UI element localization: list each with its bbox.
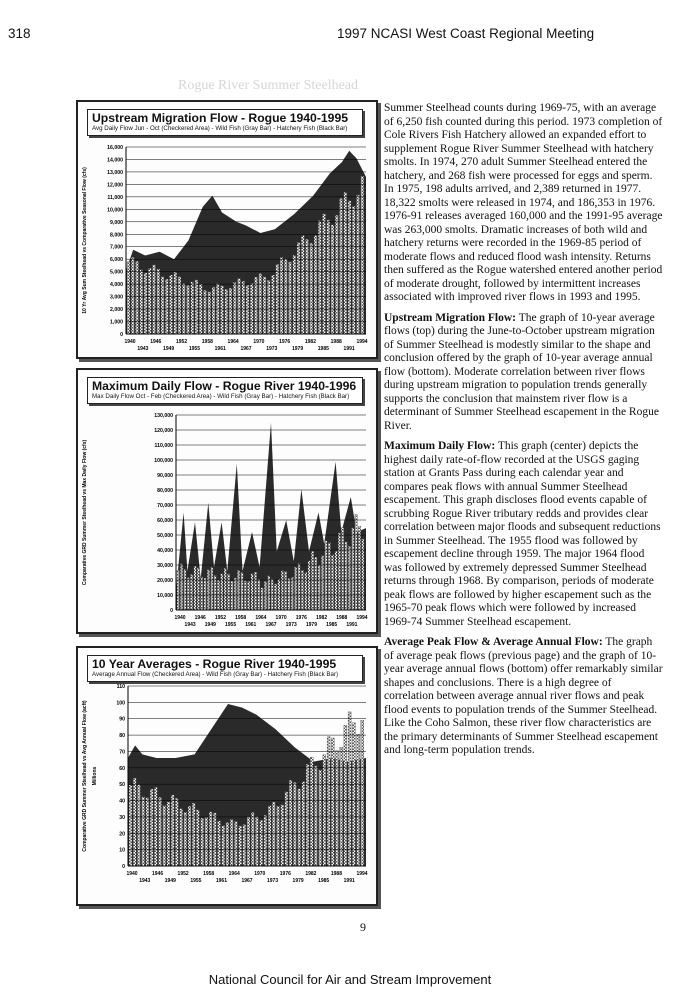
- chart-max-daily-flow: [78, 370, 376, 632]
- fish-bar: [214, 575, 216, 610]
- fish-bar: [161, 277, 164, 334]
- y-tick-label: 90: [119, 716, 125, 723]
- x-tick-label: 1994: [356, 339, 368, 345]
- x-tick-label: 1988: [330, 871, 343, 877]
- fish-bar: [226, 823, 229, 867]
- fish-bar: [344, 725, 347, 866]
- fish-bar: [209, 812, 212, 866]
- fish-bar: [180, 564, 182, 610]
- y-tick-label: 60,000: [157, 518, 173, 524]
- fish-bar: [197, 568, 199, 610]
- fish-bar: [171, 795, 174, 866]
- fish-bar: [255, 277, 258, 334]
- y-tick-label: 4,000: [110, 282, 123, 289]
- x-tick-label: 1994: [356, 615, 368, 621]
- fish-bar: [216, 284, 219, 334]
- x-tick-label: 1967: [241, 878, 253, 884]
- fish-bar: [325, 541, 327, 610]
- fish-bar: [222, 826, 225, 866]
- y-tick-label: 10: [119, 847, 125, 854]
- paragraph-text: The graph of average peak flows (previous page) and the graph of 10-year average annual flows (bottom) offer remarkably similar shapes and conclusions. There is a high degree of correlation between average annual river flows and peak flood events to population trends of the Summer Steelhead. Like the Coho Salmon, these river flow characteristics are the primary determinants of Summer Steelhead escapement and long-term population trends.: [384, 636, 663, 756]
- x-tick-label: 1973: [266, 346, 278, 352]
- fish-bar: [211, 567, 213, 610]
- fish-bar: [142, 797, 145, 866]
- fish-bar: [196, 810, 199, 866]
- fish-bar: [251, 574, 253, 610]
- x-tick-label: 1970: [275, 615, 287, 621]
- fish-bar: [194, 566, 196, 610]
- x-tick-label: 1949: [163, 346, 175, 352]
- x-tick-label: 1982: [304, 339, 317, 345]
- fish-bar: [342, 528, 344, 610]
- fish-bar: [234, 821, 237, 866]
- fish-bar: [258, 579, 260, 610]
- fish-bar: [352, 206, 355, 334]
- fish-bar: [234, 578, 236, 610]
- y-tick-label: 80,000: [157, 488, 173, 494]
- x-tick-label: 1940: [174, 615, 186, 621]
- fish-bar: [174, 272, 177, 334]
- fish-bar: [285, 792, 288, 866]
- fish-bar: [340, 747, 343, 866]
- fish-bar: [340, 198, 343, 334]
- x-tick-label: 1967: [265, 622, 277, 628]
- fish-bar: [344, 192, 347, 334]
- y-tick-label: 0: [122, 864, 125, 870]
- paragraph-heading: Average Peak Flow & Average Annual Flow:: [384, 636, 603, 648]
- x-tick-label: 1946: [194, 615, 206, 621]
- fish-bar: [321, 556, 323, 610]
- y-tick-label: 12,000: [107, 182, 123, 189]
- y-tick-label: 16,000: [107, 145, 123, 151]
- fish-bar: [204, 290, 207, 334]
- fish-bar: [159, 797, 162, 866]
- paragraph-text: This graph (center) depicts the highest daily rate-of-flow recorded at the USGS gaging station at Grants Pass during each calendar year and compares peak flows with annual Summer Steelhead escapement. This graph discloses flood events capable of scrubbing Rogue River tributary redds and provides clear correlation between major floods and subsequent reductions in Summer Steelhead. The 1955 flood was followed by escapement decline through 1959. The major 1964 flood was followed by extremely depressed Summer Steelhead returns through 1968. By comparison, periods of moderate peak flows are followed by higher escapement such as the 1965-70 peak flows which were followed by increased 1969-74 Summer Steelhead escapement.: [384, 440, 661, 628]
- fish-bar: [268, 576, 270, 610]
- fish-bar: [310, 243, 313, 334]
- fish-bar: [227, 574, 229, 610]
- fish-bar: [272, 802, 275, 866]
- fish-bar: [229, 288, 232, 334]
- y-tick-label: 60: [119, 765, 125, 772]
- paragraph: Summer Steelhead counts during 1969-75, with an average of 6,250 fish counted during this period. 1973 completion of Cole Rivers Fish Hatchery allowed an expanded effort to supplement Rogue River Summer Steelhead with hatchery smolts. In 1974, 270 adult Summer Steelhead entered the hatchery, and 268 fish were processed for eggs and sperm. In 1975, 198 adults arrived, and 2,389 returned in 1977. 18,322 smolts were released in 1974, and 186,353 in 1976. 1976-91 releases averaged 160,000 and the 1991-95 average was 263,000 smolts. Dramatic increases of both wild and hatchery returns were recorded in the 1969-85 period of moderate flows and reduced flood wash intensity. Returns then suffered as the Rogue watershed entered another period of moderate drought, followed by intermittent increases associated with improved river flows in 1993 and 1995.: [384, 102, 663, 303]
- y-tick-label: 3,000: [110, 294, 123, 301]
- fish-bar: [191, 282, 194, 334]
- chart-subtitle: Max Daily Flow Oct - Feb (Checkered Area) - Wild Fish (Gray Bar) - Hatchery Fish (Black Bar): [92, 393, 350, 400]
- x-tick-label: 1991: [346, 622, 358, 628]
- fish-bar: [335, 215, 338, 334]
- fish-bar: [305, 572, 307, 610]
- x-tick-label: 1967: [240, 346, 252, 352]
- y-tick-label: 20,000: [157, 578, 173, 584]
- y-tick-label: 110: [116, 684, 125, 690]
- y-tick-label: 13,000: [107, 169, 123, 176]
- x-tick-label: 1985: [317, 346, 329, 352]
- fish-bar: [243, 825, 246, 867]
- fish-bar: [358, 526, 360, 610]
- fish-bar: [288, 579, 290, 611]
- y-tick-label: 1,000: [110, 319, 123, 326]
- x-tick-label: 1949: [164, 878, 176, 884]
- x-tick-label: 1949: [204, 622, 216, 628]
- fish-bar: [231, 581, 233, 610]
- fish-bar: [263, 277, 266, 334]
- x-tick-label: 1955: [188, 346, 201, 352]
- fish-bar: [361, 176, 364, 334]
- x-tick-label: 1940: [124, 339, 136, 345]
- x-tick-label: 1982: [315, 615, 328, 621]
- paragraph: [384, 440, 664, 629]
- fish-bar: [348, 201, 351, 334]
- fish-bar: [361, 720, 364, 866]
- fish-bar: [264, 815, 267, 866]
- fish-bar: [331, 738, 334, 866]
- bleed-through-heading: Rogue River Summer Steelhead: [178, 78, 359, 93]
- fish-bar: [291, 577, 293, 610]
- fish-bar: [281, 805, 284, 866]
- fish-bar: [301, 236, 304, 335]
- fish-bar: [221, 286, 224, 334]
- fish-bar: [277, 806, 280, 866]
- fish-bar: [260, 820, 263, 866]
- fish-bar: [306, 764, 309, 866]
- fish-bar: [195, 280, 198, 334]
- running-header: 1997 NCASI West Coast Regional Meeting: [337, 26, 595, 41]
- x-tick-label: 1985: [326, 622, 338, 628]
- fish-bar: [242, 281, 245, 334]
- x-tick-label: 1961: [214, 346, 226, 352]
- x-tick-label: 1988: [336, 615, 348, 621]
- y-tick-label: 8,000: [110, 232, 123, 239]
- chart-panel-10-year-averages: [76, 646, 378, 906]
- page-number-bottom: 9: [360, 920, 366, 934]
- fish-bar: [345, 542, 347, 610]
- fish-bar: [308, 561, 310, 610]
- fish-bar: [254, 572, 256, 610]
- fish-bar: [357, 734, 360, 866]
- fish-bar: [335, 551, 337, 610]
- x-tick-label: 1943: [137, 346, 149, 352]
- paragraph-heading: Maximum Daily Flow:: [384, 440, 496, 452]
- fish-bar: [298, 564, 300, 611]
- fish-bar: [238, 279, 241, 335]
- fish-bar: [276, 264, 279, 334]
- x-tick-label: 1952: [177, 871, 189, 877]
- y-axis-label: Comparative GRD Summer Steelhead vs Max Daily Flow (cfs): [82, 439, 88, 586]
- x-tick-label: 1991: [343, 878, 355, 884]
- fish-bar: [251, 812, 254, 866]
- fish-bar: [127, 262, 130, 334]
- x-tick-label: 1970: [253, 339, 265, 345]
- fish-bar: [154, 787, 157, 866]
- x-tick-label: 1976: [279, 339, 291, 345]
- fish-bar: [268, 806, 271, 866]
- fish-bar: [137, 785, 140, 866]
- fish-bar: [201, 577, 203, 610]
- fish-bar: [188, 806, 191, 866]
- y-tick-label: 120,000: [154, 428, 173, 434]
- fish-bar: [246, 285, 249, 334]
- fish-bar: [224, 568, 226, 610]
- fish-bar: [348, 546, 350, 610]
- fish-bar: [184, 569, 186, 610]
- y-tick-label: 0: [120, 332, 123, 338]
- page-number: 318: [8, 26, 31, 41]
- fish-bar: [178, 277, 181, 334]
- fish-bar: [221, 574, 223, 610]
- y-axis-label: 10 Yr Avg Sum Steelhead vs Comparative Seasonal Flow (cfs): [82, 167, 88, 314]
- fish-bar: [180, 809, 183, 866]
- fish-bar: [280, 257, 283, 334]
- fish-bar: [247, 817, 250, 866]
- fish-bar: [331, 555, 333, 610]
- fish-bar: [318, 565, 320, 610]
- fish-bar: [259, 274, 262, 335]
- y-tick-label: 30,000: [157, 563, 173, 569]
- y-tick-label: 70,000: [157, 503, 173, 509]
- fish-bar: [261, 588, 263, 610]
- x-tick-label: 1946: [150, 339, 162, 345]
- x-tick-label: 1982: [305, 871, 317, 877]
- fish-bar: [213, 813, 216, 866]
- fish-bar: [225, 289, 228, 334]
- fish-bar: [218, 821, 221, 866]
- fish-bar: [204, 578, 206, 610]
- fish-bar: [289, 262, 292, 334]
- fish-bar: [129, 785, 132, 866]
- fish-bar: [146, 798, 149, 866]
- fish-bar: [362, 539, 364, 610]
- fish-bar: [133, 778, 136, 866]
- fish-bar: [248, 581, 250, 610]
- x-tick-label: 1970: [254, 871, 266, 877]
- chart-subtitle: Avg Daily Flow Jun - Oct (Checkered Area) - Wild Fish (Gray Bar) - Hatchery Fish (Black Bar): [92, 125, 348, 132]
- fish-bar: [208, 292, 211, 334]
- chart-subtitle: Average Annual Flow (Checkered Area) - Wild Fish (Gray Bar) - Hatchery Fish (Black Bar): [92, 671, 339, 678]
- fish-bar: [314, 236, 317, 335]
- fish-bar: [323, 755, 326, 866]
- fish-bar: [192, 803, 195, 866]
- paragraph-heading: Upstream Migration Flow:: [384, 311, 517, 324]
- fish-bar: [302, 782, 305, 866]
- fish-bar: [136, 261, 139, 334]
- fish-bar: [237, 570, 239, 610]
- fish-bar: [184, 812, 187, 866]
- fish-bar: [140, 270, 143, 334]
- y-tick-label: 9,000: [110, 219, 123, 226]
- y-tick-label: 70: [119, 749, 125, 756]
- x-tick-label: 1973: [266, 878, 279, 884]
- y-tick-label: 80: [119, 733, 125, 740]
- fish-bar: [207, 570, 209, 610]
- chart-panel-upstream-migration: [76, 100, 378, 359]
- x-tick-label: 1940: [126, 871, 138, 877]
- x-tick-label: 1991: [343, 346, 355, 352]
- chart-title: Maximum Daily Flow - Rogue River 1940-1996: [92, 379, 357, 393]
- x-tick-label: 1943: [184, 622, 196, 628]
- y-tick-label: 90,000: [157, 473, 173, 479]
- chart-title-box: [87, 655, 363, 682]
- fish-bar: [175, 798, 178, 866]
- fish-bar: [297, 243, 300, 335]
- y-tick-label: 30: [119, 814, 125, 821]
- fish-bar: [148, 268, 151, 334]
- fish-bar: [244, 581, 246, 610]
- y-tick-label: 40,000: [157, 548, 173, 554]
- x-tick-label: 1973: [285, 622, 297, 628]
- fish-bar: [327, 220, 330, 334]
- y-tick-label: 10,000: [107, 207, 123, 214]
- fish-bar: [271, 579, 273, 610]
- fish-bar: [165, 279, 168, 334]
- fish-bar: [255, 817, 258, 867]
- fish-bar: [177, 570, 179, 610]
- x-tick-label: 1976: [279, 871, 291, 877]
- fish-bar: [293, 782, 296, 866]
- fish-bar: [306, 239, 309, 334]
- fish-bar: [233, 282, 236, 334]
- x-tick-label: 1976: [295, 615, 307, 621]
- chart-title-box: [87, 377, 363, 404]
- fish-bar: [187, 285, 190, 334]
- y-tick-label: 130,000: [154, 413, 173, 419]
- x-tick-label: 1979: [291, 346, 304, 352]
- y-unit-label: Millions: [92, 766, 98, 786]
- x-tick-label: 1964: [228, 871, 240, 877]
- x-tick-label: 1961: [245, 622, 257, 628]
- x-tick-label: 1964: [227, 339, 239, 345]
- fish-bar: [355, 514, 357, 610]
- fish-bar: [264, 581, 266, 610]
- fish-bar: [201, 818, 204, 866]
- fish-bar: [311, 551, 313, 610]
- chart-panel-max-daily-flow: [76, 368, 378, 634]
- fish-bar: [187, 578, 189, 610]
- fish-bar: [301, 570, 303, 610]
- fish-bar: [284, 571, 286, 610]
- fish-bar: [182, 284, 185, 335]
- y-tick-label: 50,000: [157, 533, 173, 539]
- y-tick-label: 0: [170, 608, 173, 614]
- x-tick-label: 1955: [190, 878, 202, 884]
- y-tick-label: 50: [119, 782, 125, 789]
- fish-bar: [298, 789, 301, 866]
- y-tick-label: 100,000: [154, 458, 173, 464]
- x-tick-label: 1985: [318, 878, 330, 884]
- chart-upstream-migration: [78, 102, 376, 357]
- x-tick-label: 1958: [201, 339, 213, 345]
- fish-bar: [230, 819, 233, 866]
- chart-title: Upstream Migration Flow - Rogue 1940-1995: [92, 111, 348, 125]
- chart-title: 10 Year Averages - Rogue River 1940-1995: [92, 657, 337, 671]
- y-tick-label: 7,000: [110, 244, 123, 251]
- fish-bar: [267, 280, 270, 334]
- body-text: [384, 102, 664, 765]
- chart-title-box: [87, 109, 363, 136]
- y-tick-label: 11,000: [107, 194, 123, 201]
- fish-bar: [281, 571, 283, 610]
- fish-bar: [323, 214, 326, 334]
- fish-bar: [157, 269, 160, 334]
- y-axis-label: Comparative GRD Summer Steelhead vs Avg Annual Flow (acft): [82, 700, 88, 852]
- fish-bar: [241, 572, 243, 610]
- x-tick-label: 1958: [235, 615, 247, 621]
- x-tick-label: 1943: [139, 878, 151, 884]
- fish-bar: [352, 723, 355, 866]
- x-tick-label: 1952: [175, 339, 188, 345]
- y-tick-label: 14,000: [107, 157, 123, 164]
- paragraph: [384, 636, 664, 758]
- fish-bar: [170, 275, 173, 334]
- y-tick-label: 2,000: [110, 307, 123, 314]
- fish-bar: [293, 255, 296, 334]
- fish-bar: [278, 579, 280, 610]
- fish-bar: [205, 817, 208, 866]
- y-tick-label: 10,000: [157, 593, 173, 599]
- fish-bar: [167, 802, 170, 866]
- fish-bar: [331, 225, 334, 334]
- x-tick-label: 1946: [151, 871, 164, 877]
- fish-bar: [314, 766, 317, 866]
- fish-bar: [338, 533, 340, 610]
- fish-bar: [328, 543, 330, 611]
- fish-bar: [352, 528, 354, 610]
- fish-bar: [212, 287, 215, 334]
- y-tick-label: 6,000: [110, 257, 123, 264]
- fish-bar: [131, 257, 134, 334]
- y-tick-label: 100: [116, 700, 125, 707]
- fish-bar: [327, 737, 330, 866]
- x-tick-label: 1961: [215, 878, 228, 884]
- x-tick-label: 1994: [356, 871, 368, 877]
- fish-bar: [274, 584, 276, 610]
- fish-bar: [272, 275, 275, 334]
- fish-bar: [153, 265, 156, 334]
- x-tick-label: 1979: [305, 622, 318, 628]
- fish-bar: [357, 195, 360, 334]
- x-tick-label: 1952: [214, 615, 227, 621]
- y-tick-label: 110,000: [154, 443, 173, 449]
- x-tick-label: 1958: [203, 871, 215, 877]
- x-tick-label: 1964: [255, 615, 267, 621]
- paragraph-text: The graph of 10-year average flows (top) during the June-to-October upstream migration of Summer Steelhead is modestly similar to the shape and conclusion offered by the graph of 10-year average annual flow (bottom). Moderate correlation between river flows during upstream migration to population trends generally supports the conclusion that mainstem river flow is a determinant of Summer Steelhead escapement in the Rogue River.: [384, 311, 659, 432]
- fish-bar: [163, 806, 166, 867]
- y-tick-label: 40: [119, 798, 125, 805]
- y-tick-label: 5,000: [110, 269, 123, 276]
- fish-bar: [318, 221, 321, 335]
- fish-bar: [144, 273, 147, 334]
- footer: National Council for Air and Stream Improvement: [208, 972, 492, 987]
- x-tick-label: 1979: [292, 878, 304, 884]
- x-tick-label: 1988: [330, 339, 342, 345]
- fish-bar: [295, 567, 297, 610]
- paragraph: [384, 312, 664, 434]
- fish-bar: [239, 826, 242, 866]
- fish-bar: [289, 780, 292, 866]
- x-tick-label: 1955: [224, 622, 237, 628]
- fish-bar: [250, 283, 253, 334]
- chart-10-year-averages: [78, 648, 376, 904]
- y-tick-label: 20: [119, 831, 125, 838]
